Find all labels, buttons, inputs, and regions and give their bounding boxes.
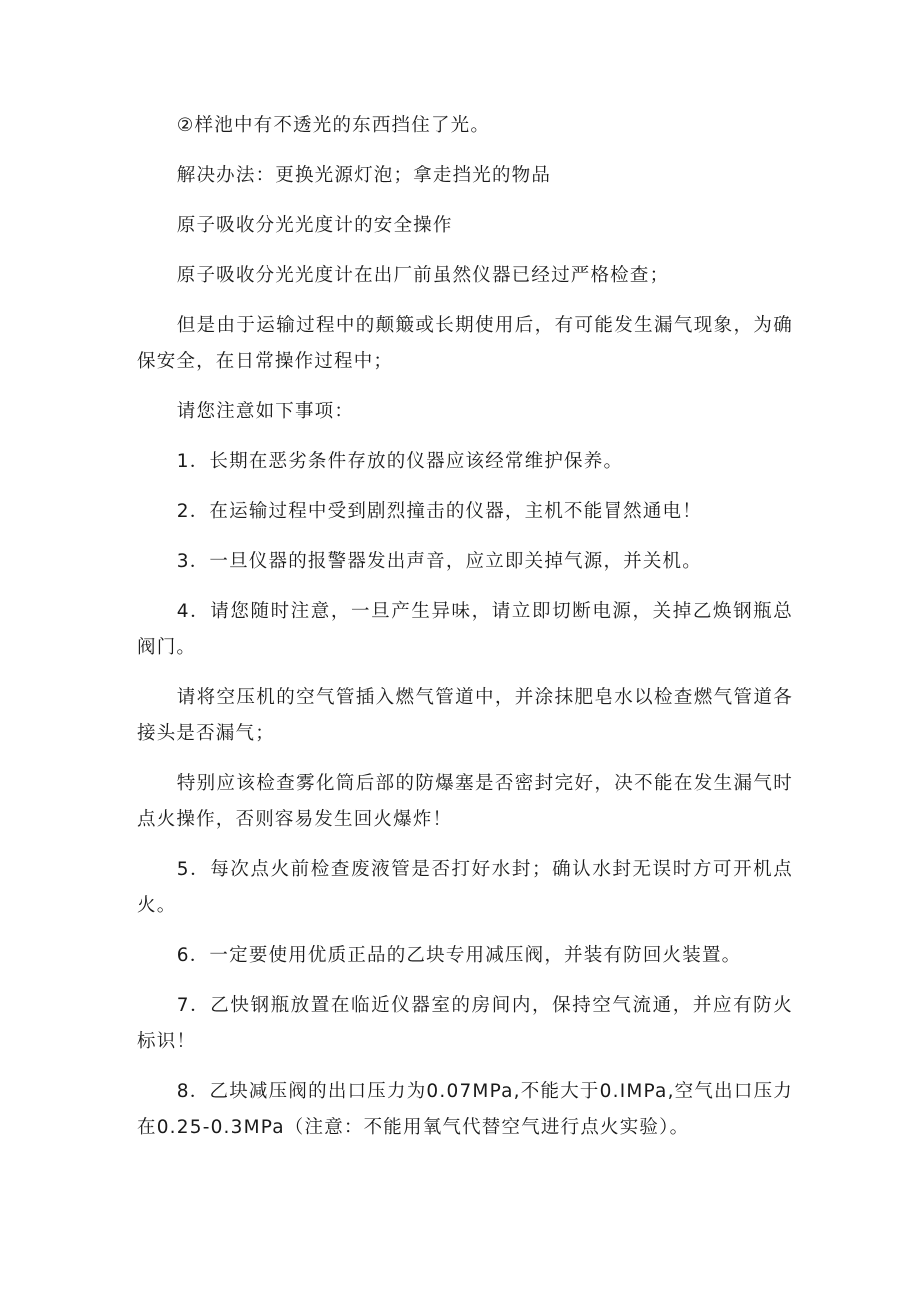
list-item-8: 8．乙块减压阀的出口压力为0.07MPa,不能大于0.IMPa,空气出口压力在0.25-0.3MPa（注意：不能用氧气代替空气进行点火实验）。: [137, 1081, 793, 1138]
paragraph-leak-warning: 但是由于运输过程中的颠簸或长期使用后，有可能发生漏气现象，为确保安全，在日常操作过程中；: [137, 315, 793, 372]
paragraph-cuvette-obstruction: ②样池中有不透光的东西挡住了光。: [176, 115, 491, 136]
paragraph-leak-check: 请将空压机的空气管插入燃气管道中，并涂抹肥皂水以检查燃气管道各接头是否漏气；: [137, 687, 793, 744]
list-item-4: 4．请您随时注意，一旦产生异味，请立即切断电源，关掉乙焕钢瓶总阀门。: [137, 601, 793, 658]
paragraph-explosion-plug: 特别应该检查雾化筒后部的防爆塞是否密封完好，决不能在发生漏气时点火操作，否则容易发生回火爆炸！: [137, 773, 793, 830]
list-item-7: 7．乙快钢瓶放置在临近仪器室的房间内，保持空气流通，并应有防火标识！: [137, 995, 793, 1052]
document-body: [137, 108, 793, 1160]
list-item-3: 3．一旦仪器的报警器发出声音，应立即关掉气源，并关机。: [176, 551, 702, 572]
list-item-1: 1．长期在恶劣条件存放的仪器应该经常维护保养。: [176, 451, 624, 472]
list-item-6: 6．一定要使用优质正品的乙块专用减压阀，并装有防回火装置。: [176, 945, 742, 966]
section-heading-safety: 原子吸收分光光度计的安全操作: [176, 215, 453, 236]
list-item-2: 2．在运输过程中受到剧烈撞击的仪器，主机不能冒然通电！: [176, 501, 702, 522]
list-item-5: 5．每次点火前检查废液管是否打好水封；确认水封无误时方可开机点火。: [137, 859, 793, 916]
paragraph-notice-intro: 请您注意如下事项：: [176, 401, 355, 422]
paragraph-solution: 解决办法：更换光源灯泡；拿走挡光的物品: [176, 165, 552, 186]
paragraph-factory-inspection: 原子吸收分光光度计在出厂前虽然仪器已经过严格检查；: [176, 265, 670, 286]
